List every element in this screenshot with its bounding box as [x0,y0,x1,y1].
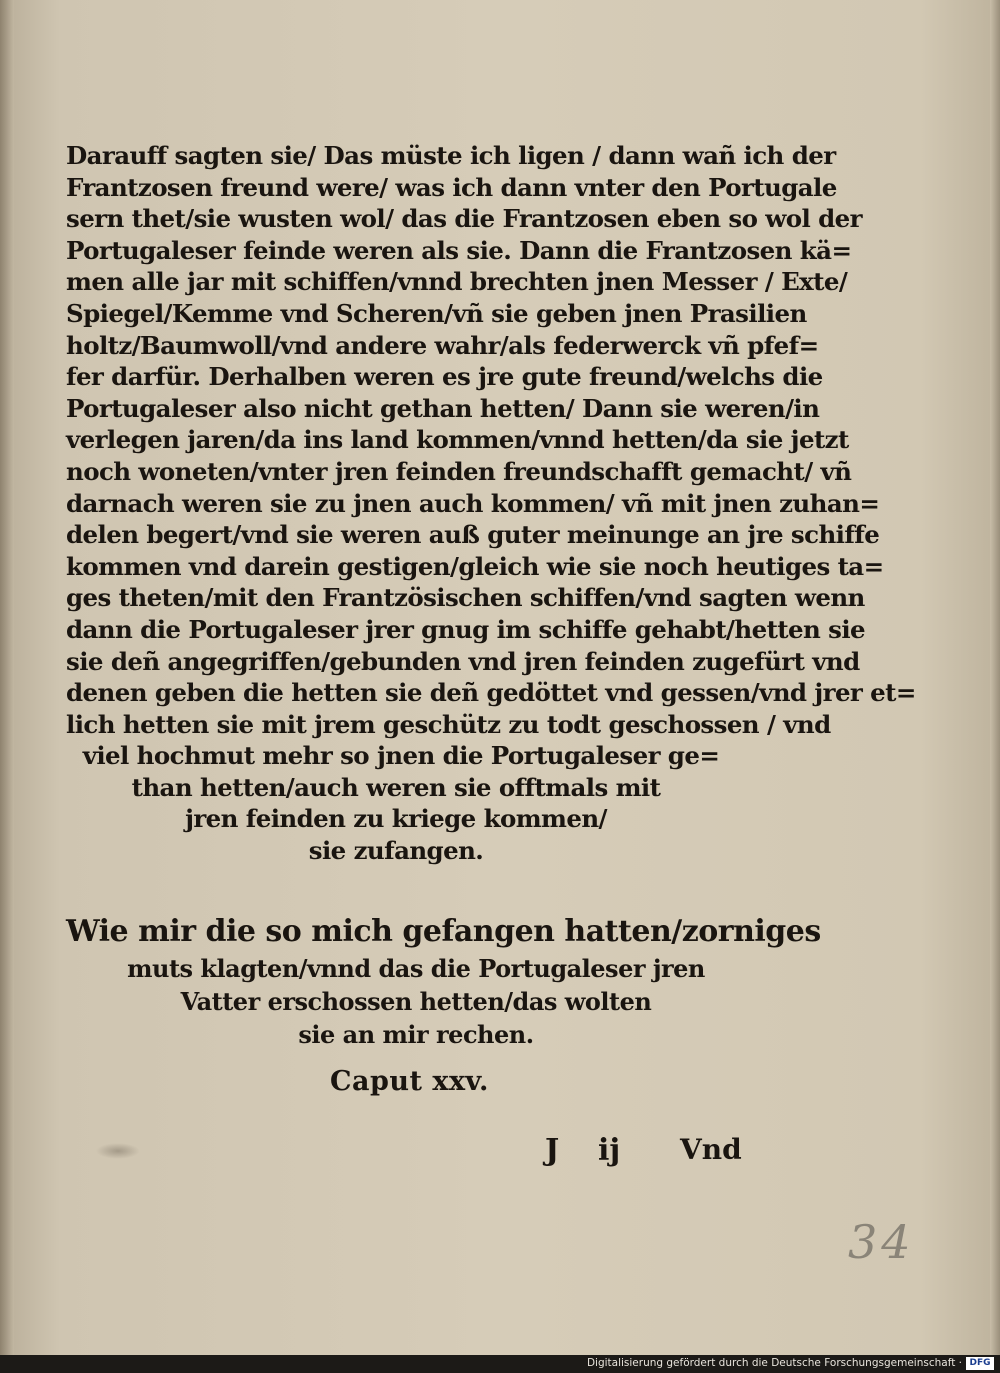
body-line: verlegen jaren/da ins land kommen/vnnd hetten/da sie jetzt [66,425,849,455]
body-line: denen geben die hetten sie deñ gedöttet vnd gessen/vnd jrer et= [66,678,916,708]
body-text [66,140,916,867]
body-line: than hetten/auch weren sie offtmals mit [131,772,661,802]
body-line: holtz/Baumwoll/vnd andere wahr/als federwerck vñ pfef= [66,330,819,360]
heading-line: Vatter erschossen hetten/das wolten [180,987,652,1016]
folio-number: 34 [848,1215,915,1269]
body-line: delen begert/vnd sie weren auß guter meinunge an jre schiffe [66,520,880,550]
signature-mark: J [545,1133,560,1168]
body-line: Portugaleser also nicht gethan hetten/ Dann sie weren/in [66,393,820,423]
page-left-edge [0,0,14,1355]
body-line: ges theten/mit den Frantzösischen schiffen/vnd sagten wenn [66,583,865,613]
heading-line: muts klagten/vnnd das die Portugaleser jren [127,954,705,983]
body-line: kommen vnd darein gestigen/gleich wie sie noch heutiges ta= [66,551,884,581]
body-line: lich hetten sie mit jrem geschütz zu todt geschossen / vnd [66,709,831,739]
heading-line: sie an mir rechen. [298,1020,534,1049]
ink-smudge [96,1143,140,1159]
funding-credit: Digitalisierung gefördert durch die Deutsche Forschungsgemeinschaft · [586,1357,962,1369]
body-line: dann die Portugaleser jrer gnug im schiffe gehabt/hetten sie [66,614,866,644]
body-line: men alle jar mit schiffen/vnnd brechten jnen Messer / Exte/ [66,267,848,297]
heading-line: Wie mir die so mich gefangen hatten/zorniges [66,914,821,949]
catchword: Vnd [680,1133,742,1166]
body-line: sie zufangen. [308,836,484,866]
body-line: noch woneten/vnter jren feinden freundschafft gemacht/ vñ [66,456,852,486]
body-line: fer darfür. Derhalben weren es jre gute freund/welchs die [66,362,823,392]
body-line: Darauff sagten sie/ Das müste ich ligen / dann wañ ich der [66,141,836,170]
body-line: sie deñ angegriffen/gebunden vnd jren feinden zugefürt vnd [66,646,860,676]
body-line: jren feinden zu kriege kommen/ [185,804,607,834]
body-line: viel hochmut mehr so jnen die Portugaleser ge= [82,741,720,771]
chapter-heading [66,912,821,1051]
signature-numeral: ij [598,1133,621,1168]
body-line: sern thet/sie wusten wol/ das die Frantzosen eben so wol der [66,204,862,234]
dfg-logo: DFG [966,1357,994,1370]
chapter-number: Caput xxv. [330,1066,489,1097]
body-line: Frantzosen freund were/ was ich dann vnter den Portugale [66,172,837,202]
page-right-edge [990,0,1000,1355]
body-line: darnach weren sie zu jnen auch kommen/ vñ mit jnen zuhan= [66,488,880,518]
body-line: Spiegel/Kemme vnd Scheren/vñ sie geben jnen Prasilien [66,298,807,328]
body-line: Portugaleser feinde weren als sie. Dann die Frantzosen kä= [66,235,852,265]
